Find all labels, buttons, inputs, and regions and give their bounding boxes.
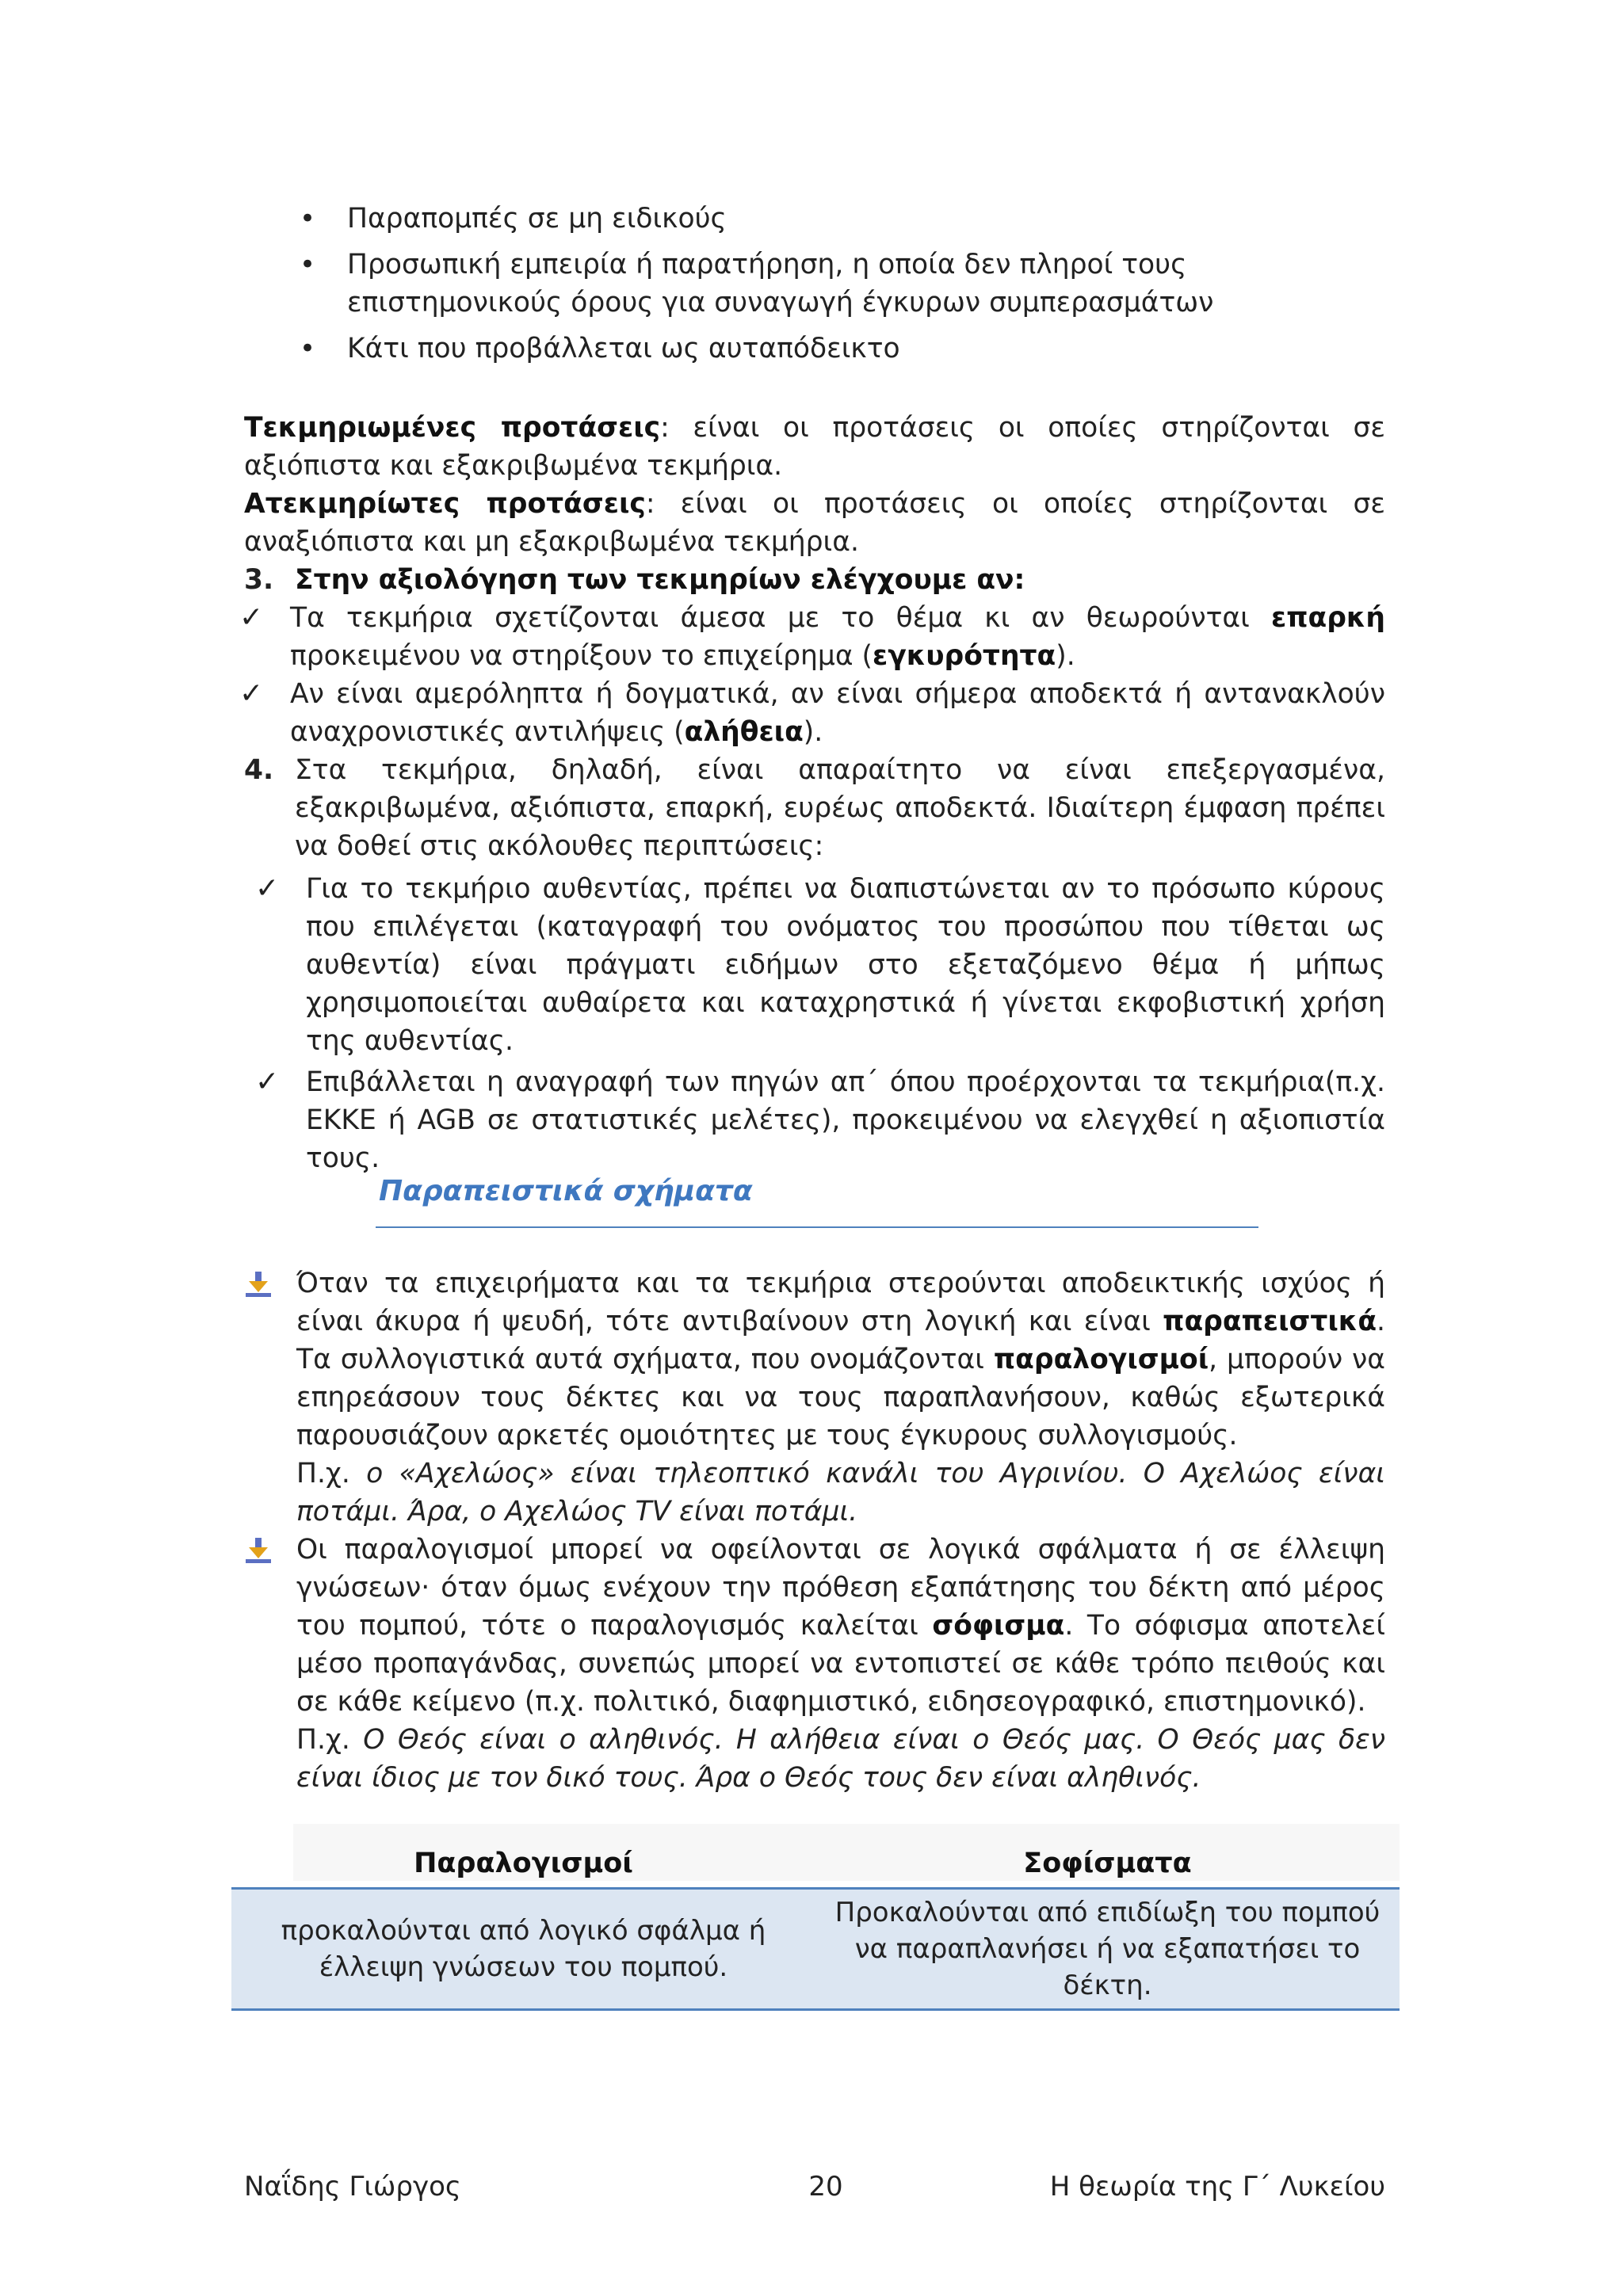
- list-item: [300, 246, 1393, 322]
- list-item: [300, 200, 1393, 238]
- checkmark-icon: ✓: [239, 601, 264, 634]
- table-cell: προκαλούνται από λογικό σφάλμα ή έλλειψη γνώσεων του πομπού.: [231, 1889, 815, 2010]
- column-header-fallacies: Παραλογισμοί: [231, 1838, 815, 1889]
- point-4: [244, 751, 1385, 865]
- sophism-text: Οι παραλογισμοί μπορεί να οφείλονται σε λογικά σφάλματα ή σε έλλειψη γνώσεων· όταν όμως ενέχουν την πρόθεση εξαπάτησης του δέκτη από μέρος του πομπού, τότε ο παραλογισμός καλείται σόφισμα. Το σόφισμα αποτελεί μέσο προπαγάνδας, συνεπώς μπορεί να εντοπιστεί σε κάθε τρόπο πειθούς και σε κάθε κείμενο (π.χ. πολιτικό, διαφημιστικό, ειδησεογραφικό, επιστημονικό).: [296, 1534, 1386, 1718]
- point-heading: Στην αξιολόγηση των τεκμηρίων ελέγχουμε αν:: [295, 564, 1025, 596]
- check-item-text: Αν είναι αμερόληπτα ή δογματικά, αν είναι σήμερα αποδεκτά ή αντανακλούν αναχρονιστικές αντιλήψεις (αλήθεια).: [290, 678, 1385, 748]
- footer-book-title: Η θεωρία της Γ΄ Λυκείου: [1049, 2171, 1385, 2203]
- definition-documented: [244, 409, 1385, 485]
- list-item-text: Παραπομπές σε μη ειδικούς: [347, 203, 727, 235]
- section-title: Παραπειστικά σχήματα: [379, 1175, 753, 1207]
- arrow-bullet-icon: [244, 1264, 296, 1309]
- fallacy-text: Όταν τα επιχειρήματα και τα τεκμήρια στερούνται αποδεικτικής ισχύος ή είναι άκυρα ή ψευδή, τότε αντιβαίνουν στη λογική και είναι παραπειστικά. Τα συλλογιστικά αυτά σχήματα, που ονομάζονται παραλογισμοί, μπορούν να επηρεάσουν τους δέκτες και να τους παραπλανήσουν, καθώς εξωτερικά παρουσιάζουν αρκετές ομοιότητες με τους έγκυρους συλλογισμούς.: [296, 1268, 1386, 1451]
- table-header-row: [231, 1838, 1400, 1889]
- checkmark-icon: ✓: [239, 677, 264, 710]
- definitions-block: [239, 409, 1385, 1177]
- arrow-bullet-icon: [244, 1531, 296, 1575]
- check-item: [239, 675, 1385, 751]
- definition-text: : είναι οι προτάσεις οι οποίες στηρίζονται σε αναξιόπιστα και μη εξακριβωμένα τεκμήρια.: [244, 488, 1385, 558]
- column-header-sophisms: Σοφίσματα: [815, 1838, 1400, 1889]
- check-item: [255, 870, 1385, 1060]
- check-item: [239, 599, 1385, 675]
- table-cell: Προκαλούνται από επιδίωξη του πομπού να παραπλανήσει ή να εξαπατήσει το δέκτη.: [815, 1889, 1400, 2010]
- table-row: [231, 1889, 1400, 2010]
- comparison-table: [231, 1838, 1400, 2011]
- term-undocumented: Ατεκμηρίωτες προτάσεις: [244, 488, 646, 520]
- point-3-heading: [244, 561, 1385, 599]
- term-documented: Τεκμηριωμένες προτάσεις: [244, 412, 661, 444]
- fallacy-example: Π.χ. ο «Αχελώος» είναι τηλεοπτικό κανάλι του Αγρινίου. Ο Αχελώος είναι ποτάμι. Άρα, ο Αχελώος TV είναι ποτάμι.: [296, 1458, 1385, 1527]
- bullet-icon: •: [300, 203, 316, 235]
- checkmark-icon: ✓: [255, 1066, 280, 1098]
- definition-text: : είναι οι προτάσεις οι οποίες στηρίζονται σε αξιόπιστα και εξακριβωμένα τεκμήρια.: [244, 412, 1385, 482]
- list-item-text: Κάτι που προβάλλεται ως αυταπόδεικτο: [347, 333, 900, 364]
- check-item-text: Τα τεκμήρια σχετίζονται άμεσα με το θέμα κι αν θεωρούνται επαρκή προκειμένου να στηρίξουν το επιχείρημα (εγκυρότητα).: [290, 602, 1385, 672]
- check-item: [255, 1063, 1385, 1177]
- page-number: 20: [808, 2171, 843, 2203]
- list-item-text: Προσωπική εμπειρία ή παρατήρηση, η οποία δεν πληροί τους επιστημονικούς όρους για συναγωγή έγκυρων συμπερασμάτων: [347, 249, 1214, 318]
- check-item-text: Για το τεκμήριο αυθεντίας, πρέπει να διαπιστώνεται αν το πρόσωπο κύρους που επιλέγεται (καταγραφή του ονόματος του προσώπου που τίθεται ως αυθεντία) είναι πράγματι ειδήμων στο εξεταζόμενο θέμα ή μήπως χρησιμοποιείται αυθαίρετα και καταχρηστικά ή γίνεται εκφοβιστική χρήση της αυθεντίας.: [306, 873, 1385, 1057]
- section-underline: [376, 1226, 1258, 1228]
- check-item-text: Επιβάλλεται η αναγραφή των πηγών απ΄ όπου προέρχονται τα τεκμήρια(π.χ. ΕΚΚΕ ή AGB σε στατιστικές μελέτες), προκειμένου να ελεγχθεί η αξιοπιστία τους.: [306, 1066, 1385, 1174]
- checkmark-icon: ✓: [255, 872, 280, 905]
- source-bullet-list: [300, 200, 1393, 376]
- bullet-icon: •: [300, 249, 316, 280]
- sophism-example: Π.χ. Ο Θεός είναι ο αληθινός. Η αλήθεια είναι ο Θεός μας. Ο Θεός μας δεν είναι ίδιος με τον δικό τους. Άρα ο Θεός τους δεν είναι αληθινός.: [296, 1724, 1385, 1794]
- point-number: 4.: [244, 754, 274, 786]
- list-item: [300, 330, 1393, 368]
- fallacy-paragraph-2: [244, 1531, 1385, 1797]
- footer-author: Ναΐδης Γιώργος: [244, 2171, 461, 2203]
- fallacy-paragraph-1: [244, 1264, 1385, 1531]
- definition-undocumented: [244, 485, 1385, 561]
- bullet-icon: •: [300, 333, 316, 364]
- point-number: 3.: [244, 564, 274, 596]
- point-text: Στα τεκμήρια, δηλαδή, είναι απαραίτητο να είναι επεξεργασμένα, εξακριβωμένα, αξιόπιστα, επαρκή, ευρέως αποδεκτά. Ιδιαίτερη έμφαση πρέπει να δοθεί στις ακόλουθες περιπτώσεις:: [295, 754, 1385, 862]
